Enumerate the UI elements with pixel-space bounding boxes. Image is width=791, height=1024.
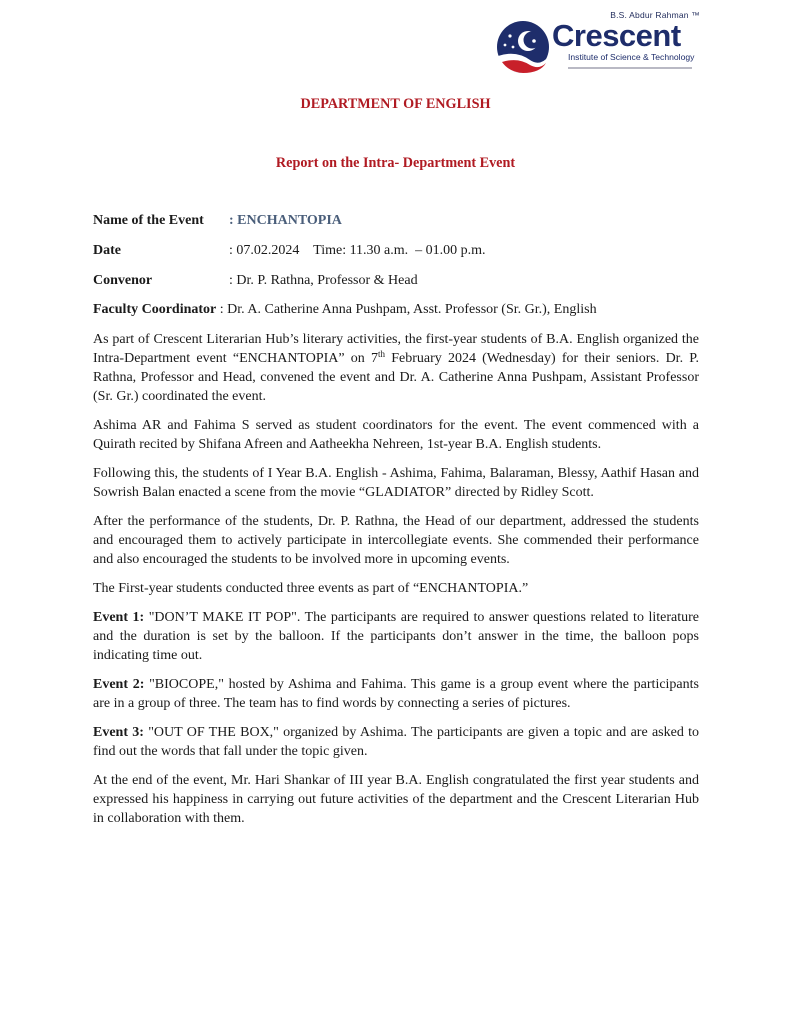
paragraph-intro-part-a: As part of Crescent Literarian Hub’s literary activities, the first-year students of B.A. English organized the Intra-Department event “ENCHANTOPIA” on 7 (93, 332, 699, 366)
paragraph-coordinators: Ashima AR and Fahima S served as student coordinators for the event. The event commenced with a Quirath recited by Shifana Afreen and Aatheekha Nehreen, 1st-year B.A. English students. (93, 418, 699, 452)
detail-row-date (93, 242, 486, 260)
paragraph-intro-part-b: February 2024 (Wednesday) for their seniors. Dr. P. Rathna, Professor and Head, convened the event and Dr. A. Catherine Anna Pushpam, Assistant Professor (Sr. Gr.) coordinated the event. (93, 351, 699, 404)
detail-row-event (93, 212, 342, 230)
date-value: : 07.02.2024 Time: 11.30 a.m. – 01.00 p.m. (229, 243, 486, 258)
event-2 (93, 675, 699, 713)
report-body (93, 330, 699, 838)
logo-text-block (552, 10, 710, 69)
event-2-text: "BIOCOPE," hosted by Ashima and Fahima. This game is a group event where the participants are in a group of three. The team has to find words by connecting a series of pictures. (93, 677, 699, 711)
event-3-label: Event 3: (93, 725, 144, 740)
logo-tagline-line (568, 67, 692, 69)
detail-label: Name of the Event (93, 213, 204, 228)
event-1-text: "DON’T MAKE IT POP". The participants are required to answer questions related to literature and the duration is set by the balloon. If the participants don’t answer in the time, the balloon pops indicating time out. (93, 610, 699, 663)
institute-logo (494, 10, 710, 78)
logo-name: Crescent (552, 18, 681, 53)
logo-top-label: B.S. Abdur Rahman ™ (610, 10, 700, 20)
paragraph-events-intro: The First-year students conducted three events as part of “ENCHANTOPIA.” (93, 581, 529, 596)
report-title: Report on the Intra- Department Event (275, 155, 516, 171)
detail-label: Faculty Coordinator (93, 302, 217, 317)
coordinator-value: : Dr. A. Catherine Anna Pushpam, Asst. Professor (Sr. Gr.), English (216, 302, 597, 317)
event-3-text: "OUT OF THE BOX," organized by Ashima. The participants are given a topic and are asked to find out the words that fall under the topic given. (93, 725, 699, 759)
event-name-value: : ENCHANTOPIA (229, 213, 342, 228)
detail-row-convenor (93, 272, 418, 290)
event-1 (93, 608, 699, 665)
logo-subtitle: Institute of Science & Technology (568, 52, 695, 62)
paragraph-address: After the performance of the students, Dr. P. Rathna, the Head of our department, addressed the students and encouraged them to actively participate in intercollegiate events. She commended their performance and also encouraged the students to be involved more in upcoming events. (93, 514, 699, 567)
detail-label: Convenor (93, 273, 153, 288)
convenor-value: : Dr. P. Rathna, Professor & Head (229, 273, 418, 288)
ordinal-suffix: th (378, 349, 386, 359)
event-3 (93, 723, 699, 761)
paragraph-conclusion: At the end of the event, Mr. Hari Shankar of III year B.A. English congratulated the first year students and expressed his happiness in carrying out future activities of the department and the Crescent Literarian Hub in collaboration with them. (93, 773, 699, 826)
paragraph-intro (93, 330, 699, 406)
crescent-emblem-icon (496, 20, 550, 74)
event-1-label: Event 1: (93, 610, 145, 625)
department-heading: DEPARTMENT OF ENGLISH (300, 96, 491, 112)
detail-row-coordinator (93, 301, 597, 319)
paragraph-performance: Following this, the students of I Year B.A. English - Ashima, Fahima, Balaraman, Blessy, Aathif Hasan and Sowrish Balan enacted a scene from the movie “GLADIATOR” directed by Ridley Scott. (93, 466, 699, 500)
event-2-label: Event 2: (93, 677, 145, 692)
detail-label: Date (93, 243, 121, 258)
